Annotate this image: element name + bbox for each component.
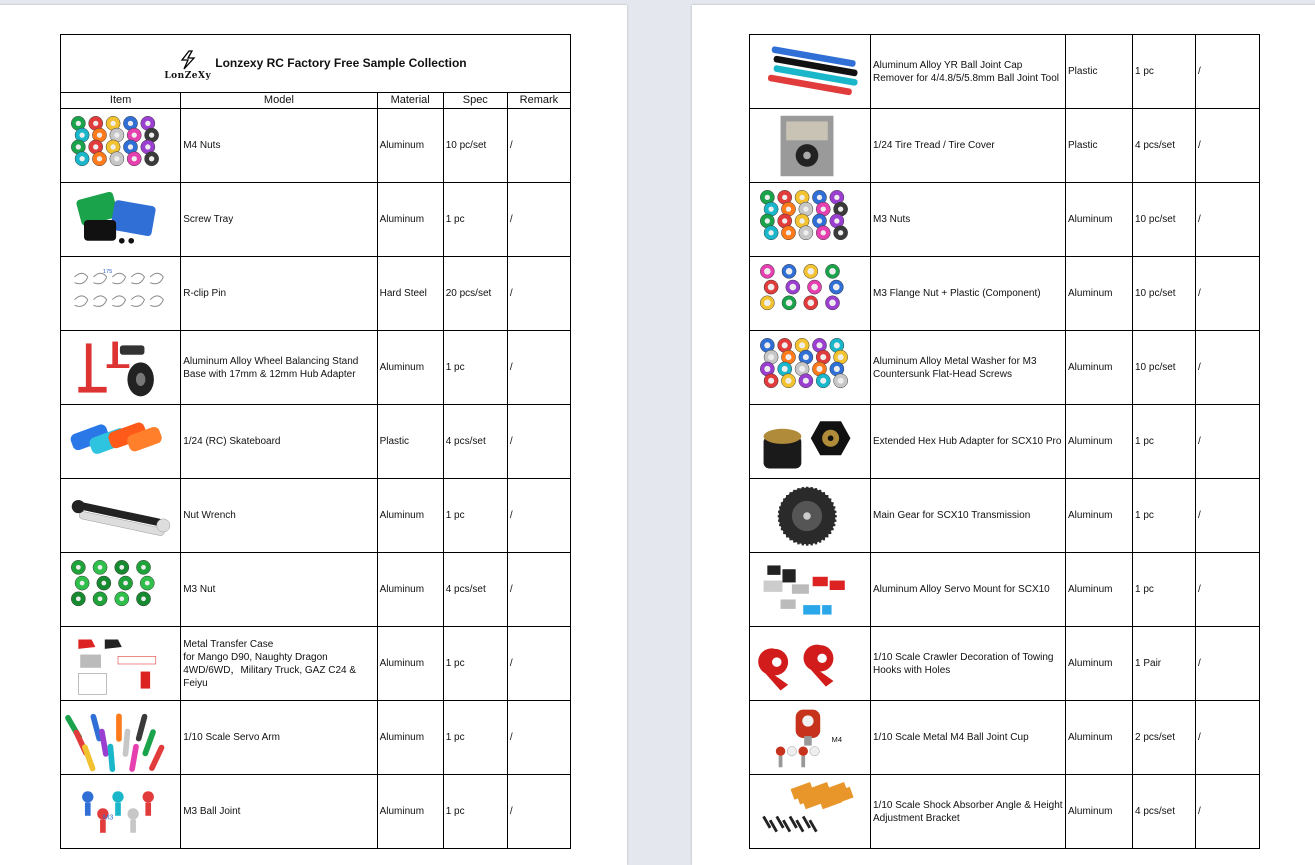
spec-cell: 1 pc bbox=[443, 775, 507, 849]
model-cell: Aluminum Alloy YR Ball Joint Cap Remover for 4/4.8/5/5.8mm Ball Joint Tool bbox=[871, 35, 1066, 109]
remark-cell: / bbox=[507, 553, 570, 627]
model-cell: Extended Hex Hub Adapter for SCX10 Pro bbox=[871, 405, 1066, 479]
spec-cell: 10 pc/set bbox=[1133, 183, 1196, 257]
item-image-cell bbox=[61, 479, 181, 553]
item-image-cell bbox=[61, 183, 181, 257]
material-cell: Aluminum bbox=[1066, 405, 1133, 479]
ball-joint-remover-image bbox=[751, 38, 863, 106]
material-cell: Hard Steel bbox=[377, 257, 443, 331]
model-cell: Aluminum Alloy Metal Washer for M3 Countersunk Flat-Head Screws bbox=[871, 331, 1066, 405]
table-row bbox=[61, 775, 571, 849]
ball-joint-cup-image bbox=[751, 704, 863, 772]
material-cell: Plastic bbox=[377, 405, 443, 479]
remark-cell: / bbox=[507, 331, 570, 405]
remark-cell: / bbox=[1196, 183, 1260, 257]
document-page-left bbox=[0, 5, 627, 865]
material-cell: Aluminum bbox=[377, 627, 443, 701]
item-image-cell bbox=[750, 627, 871, 701]
table-row bbox=[61, 183, 571, 257]
remark-cell: / bbox=[507, 109, 570, 183]
col-header-model: Model bbox=[181, 93, 377, 109]
item-image-cell bbox=[750, 109, 871, 183]
model-cell: M3 Nut bbox=[181, 553, 377, 627]
spec-cell: 20 pcs/set bbox=[443, 257, 507, 331]
remark-cell: / bbox=[1196, 331, 1260, 405]
remark-cell: / bbox=[507, 479, 570, 553]
model-cell: M3 Ball Joint bbox=[181, 775, 377, 849]
model-cell: 1/24 Tire Tread / Tire Cover bbox=[871, 109, 1066, 183]
remark-cell: / bbox=[507, 183, 570, 257]
table-row bbox=[61, 479, 571, 553]
spec-cell: 2 pcs/set bbox=[1133, 701, 1196, 775]
model-cell: Aluminum Alloy Wheel Balancing Stand Base with 17mm & 12mm Hub Adapter bbox=[181, 331, 377, 405]
colored-nuts-image bbox=[751, 186, 863, 254]
svg-text:M3: M3 bbox=[102, 812, 114, 822]
item-image-cell bbox=[750, 257, 871, 331]
servo-mount-image bbox=[751, 556, 863, 624]
table-row bbox=[750, 331, 1260, 405]
model-cell: Main Gear for SCX10 Transmission bbox=[871, 479, 1066, 553]
model-cell: Screw Tray bbox=[181, 183, 377, 257]
item-image-cell bbox=[61, 331, 181, 405]
sample-table-left bbox=[60, 34, 571, 849]
svg-text:M4: M4 bbox=[831, 734, 843, 744]
item-image-cell bbox=[750, 183, 871, 257]
material-cell: Aluminum bbox=[1066, 479, 1133, 553]
material-cell: Plastic bbox=[1066, 109, 1133, 183]
table-row bbox=[750, 35, 1260, 109]
table-row bbox=[61, 331, 571, 405]
model-cell: Metal Transfer Case for Mango D90, Naughty Dragon 4WD/6WD，Military Truck, GAZ C24 & Feiyu bbox=[181, 627, 377, 701]
material-cell: Aluminum bbox=[377, 183, 443, 257]
table-row bbox=[750, 553, 1260, 627]
remark-cell: / bbox=[507, 627, 570, 701]
spec-cell: 10 pc/set bbox=[1133, 331, 1196, 405]
model-cell: 1/10 Scale Crawler Decoration of Towing Hooks with Holes bbox=[871, 627, 1066, 701]
material-cell: Aluminum bbox=[1066, 553, 1133, 627]
main-gear-image bbox=[751, 482, 863, 550]
material-cell: Plastic bbox=[1066, 35, 1133, 109]
spec-cell: 1 pc bbox=[1133, 35, 1196, 109]
item-image-cell bbox=[61, 775, 181, 849]
material-cell: Aluminum bbox=[377, 331, 443, 405]
material-cell: Aluminum bbox=[1066, 257, 1133, 331]
table-row bbox=[750, 109, 1260, 183]
model-cell: M3 Nuts bbox=[871, 183, 1066, 257]
model-cell: R-clip Pin bbox=[181, 257, 377, 331]
material-cell: Aluminum bbox=[1066, 701, 1133, 775]
remark-cell: / bbox=[507, 405, 570, 479]
material-cell: Aluminum bbox=[1066, 775, 1133, 849]
model-cell: Aluminum Alloy Servo Mount for SCX10 bbox=[871, 553, 1066, 627]
spec-cell: 1 pc bbox=[1133, 405, 1196, 479]
table-row bbox=[750, 627, 1260, 701]
metal-washer-image bbox=[751, 334, 863, 402]
col-header-item: Item bbox=[61, 93, 181, 109]
sample-table-right bbox=[749, 34, 1260, 849]
lonzexy-logo bbox=[164, 50, 211, 83]
item-image-cell bbox=[61, 627, 181, 701]
ball-joint-image bbox=[62, 778, 174, 846]
spec-cell: 10 pc/set bbox=[1133, 257, 1196, 331]
remark-cell: / bbox=[1196, 479, 1260, 553]
table-row bbox=[750, 257, 1260, 331]
table-row bbox=[61, 257, 571, 331]
remark-cell: / bbox=[1196, 35, 1260, 109]
item-image-cell bbox=[750, 331, 871, 405]
material-cell: Aluminum bbox=[1066, 183, 1133, 257]
spec-cell: 4 pcs/set bbox=[1133, 775, 1196, 849]
remark-cell: / bbox=[1196, 701, 1260, 775]
remark-cell: / bbox=[507, 701, 570, 775]
table-row bbox=[61, 701, 571, 775]
item-image-cell bbox=[750, 553, 871, 627]
screw-tray-image bbox=[62, 186, 174, 254]
item-image-cell bbox=[61, 701, 181, 775]
header-row bbox=[61, 93, 571, 109]
colored-nuts-image bbox=[62, 112, 174, 180]
remark-cell: / bbox=[1196, 257, 1260, 331]
table-row bbox=[750, 775, 1260, 849]
spec-cell: 4 pcs/set bbox=[443, 405, 507, 479]
tire-tread-image bbox=[751, 112, 863, 180]
model-cell: 1/10 Scale Shock Absorber Angle & Height Adjustment Bracket bbox=[871, 775, 1066, 849]
material-cell: Aluminum bbox=[377, 775, 443, 849]
skateboard-image bbox=[62, 408, 174, 476]
shock-bracket-image bbox=[751, 778, 863, 846]
spec-cell: 1 pc bbox=[1133, 553, 1196, 627]
col-header-spec: Spec bbox=[443, 93, 507, 109]
lightning-logo-icon bbox=[177, 50, 199, 70]
spec-cell: 10 pc/set bbox=[443, 109, 507, 183]
hex-hub-adapter-image bbox=[751, 408, 863, 476]
spec-cell: 1 pc bbox=[1133, 479, 1196, 553]
spec-cell: 1 pc bbox=[443, 331, 507, 405]
table-row bbox=[61, 109, 571, 183]
table-row bbox=[750, 183, 1260, 257]
remark-cell: / bbox=[1196, 627, 1260, 701]
document-title: Lonzexy RC Factory Free Sample Collection bbox=[215, 56, 467, 70]
title-row bbox=[61, 35, 571, 93]
item-image-cell bbox=[750, 405, 871, 479]
model-cell: 1/10 Scale Metal M4 Ball Joint Cup bbox=[871, 701, 1066, 775]
item-image-cell bbox=[750, 479, 871, 553]
transfer-case-image bbox=[62, 630, 174, 698]
remark-cell: / bbox=[1196, 775, 1260, 849]
material-cell: Aluminum bbox=[377, 553, 443, 627]
servo-arm-image bbox=[62, 704, 174, 772]
remark-cell: / bbox=[1196, 109, 1260, 183]
material-cell: Aluminum bbox=[377, 701, 443, 775]
document-page-right bbox=[692, 5, 1315, 865]
wheel-balancing-stand-image bbox=[62, 334, 174, 402]
remark-cell: / bbox=[507, 257, 570, 331]
material-cell: Aluminum bbox=[1066, 627, 1133, 701]
model-cell: M3 Flange Nut + Plastic (Component) bbox=[871, 257, 1066, 331]
spec-cell: 4 pcs/set bbox=[1133, 109, 1196, 183]
table-row bbox=[750, 479, 1260, 553]
logo-text: LonZeXy bbox=[164, 71, 212, 81]
remark-cell: / bbox=[507, 775, 570, 849]
item-image-cell bbox=[61, 109, 181, 183]
table-row bbox=[61, 553, 571, 627]
remark-cell: / bbox=[1196, 553, 1260, 627]
material-cell: Aluminum bbox=[377, 109, 443, 183]
spec-cell: 1 pc bbox=[443, 701, 507, 775]
item-image-cell bbox=[61, 553, 181, 627]
model-cell: M4 Nuts bbox=[181, 109, 377, 183]
model-cell: 1/10 Scale Servo Arm bbox=[181, 701, 377, 775]
spec-cell: 1 pc bbox=[443, 627, 507, 701]
table-row bbox=[61, 405, 571, 479]
spec-cell: 4 pcs/set bbox=[443, 553, 507, 627]
material-cell: Aluminum bbox=[377, 479, 443, 553]
table-row bbox=[61, 627, 571, 701]
table-row bbox=[750, 405, 1260, 479]
spec-cell: 1 Pair bbox=[1133, 627, 1196, 701]
towing-hook-image bbox=[751, 630, 863, 698]
flange-nuts-image bbox=[751, 260, 863, 328]
svg-text:175: 175 bbox=[102, 268, 113, 275]
model-cell: 1/24 (RC) Skateboard bbox=[181, 405, 377, 479]
title-cell bbox=[61, 35, 571, 93]
item-image-cell bbox=[61, 257, 181, 331]
spec-cell: 1 pc bbox=[443, 183, 507, 257]
model-cell: Nut Wrench bbox=[181, 479, 377, 553]
table-row bbox=[750, 701, 1260, 775]
green-nuts-image bbox=[62, 556, 174, 624]
col-header-material: Material bbox=[377, 93, 443, 109]
item-image-cell bbox=[750, 35, 871, 109]
item-image-cell bbox=[61, 405, 181, 479]
material-cell: Aluminum bbox=[1066, 331, 1133, 405]
col-header-remark: Remark bbox=[507, 93, 570, 109]
nut-wrench-image bbox=[62, 482, 174, 550]
r-clip-pin-image bbox=[62, 260, 174, 328]
item-image-cell bbox=[750, 701, 871, 775]
remark-cell: / bbox=[1196, 405, 1260, 479]
item-image-cell bbox=[750, 775, 871, 849]
spec-cell: 1 pc bbox=[443, 479, 507, 553]
